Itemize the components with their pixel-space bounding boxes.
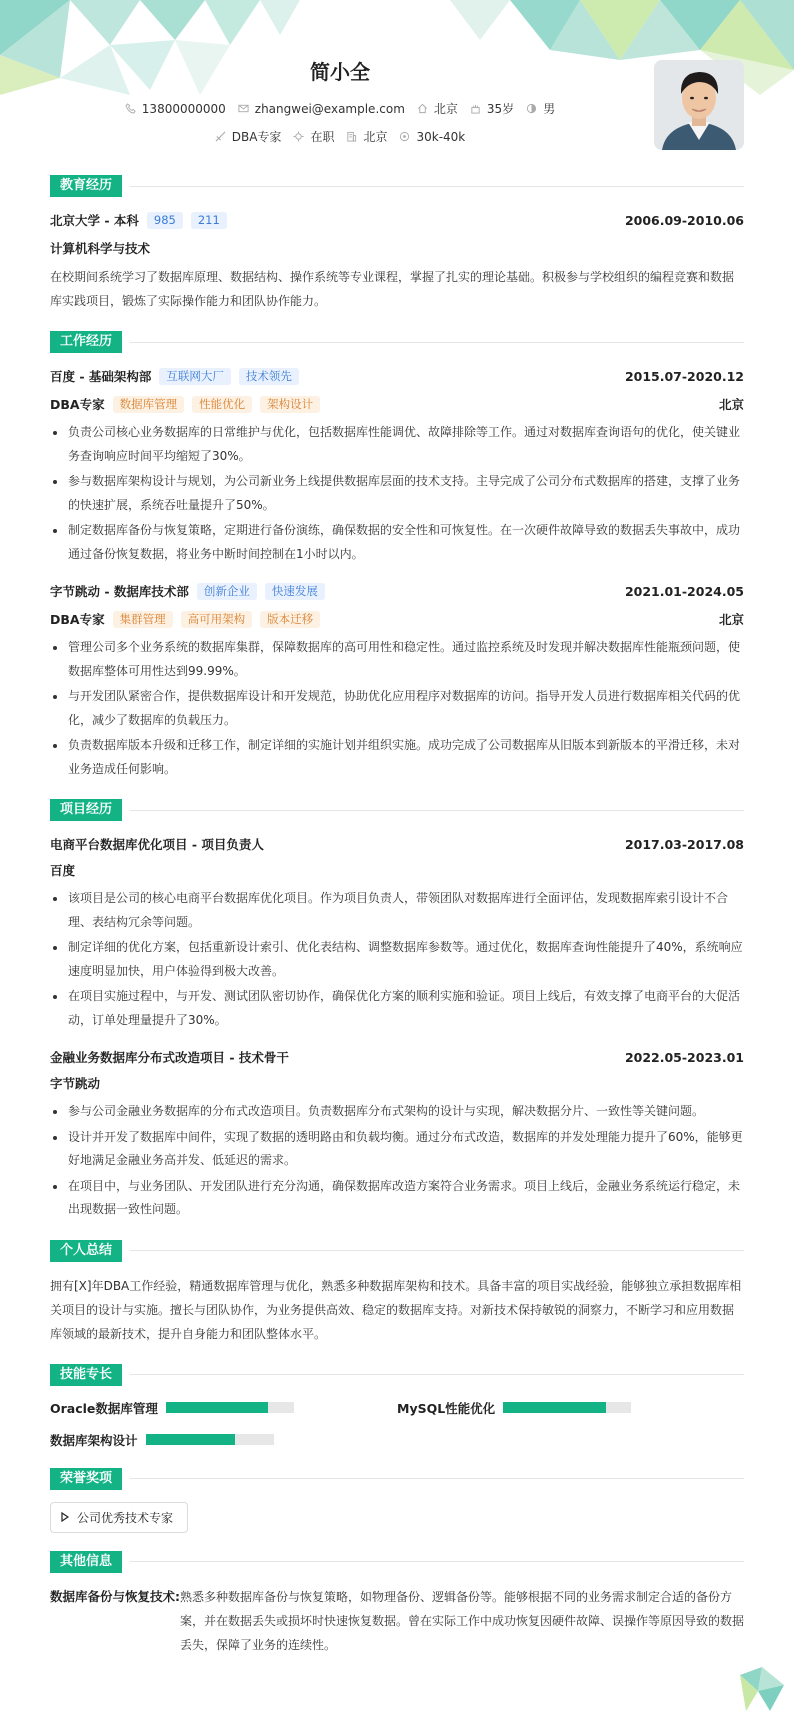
skill-bar (146, 1434, 274, 1445)
work-city: 北京 (718, 612, 744, 627)
skill-fill (503, 1402, 605, 1413)
award-name: 公司优秀技术专家 (77, 1510, 174, 1525)
skill-item (50, 1430, 397, 1450)
section-divider (130, 1374, 744, 1375)
section-title: 工作经历 (50, 331, 122, 353)
company-tag: 技术领先 (239, 368, 299, 385)
awards-section (50, 1468, 744, 1533)
company-name: 百度 - 基础架构部 (50, 369, 152, 384)
status-icon (293, 131, 304, 142)
candidate-name: 简小全 (310, 60, 370, 84)
avatar-photo (654, 60, 744, 150)
resume-header (0, 0, 794, 162)
email-text: zhangwei@example.com (254, 101, 405, 116)
work-entry (50, 365, 744, 566)
other-text: 熟悉多种数据库备份与恢复策略，如物理备份、逻辑备份等。能够根据不同的业务需求制定合适的备份方案，并在数据丢失或损坏时快速恢复数据。曾在实际工作中成功恢复因硬件故障、误操作等原因导致的数据丢失，保障了业务的连续性。 (180, 1589, 745, 1652)
section-header (50, 1468, 744, 1490)
education-row (50, 209, 744, 231)
section-divider (130, 342, 744, 343)
section-title: 荣誉奖项 (50, 1468, 122, 1490)
education-description: 在校期间系统学习了数据库原理、数据结构、操作系统等专业课程，掌握了扎实的理论基础。积极参与学校组织的编程竞赛和数据库实践项目，锻炼了实际操作能力和团队协作能力。 (50, 270, 735, 308)
job-text: DBA专家 (231, 130, 282, 144)
section-header (50, 1551, 744, 1573)
role-tag: 高可用架构 (181, 611, 253, 628)
skill-fill (166, 1402, 268, 1413)
section-header (50, 799, 744, 821)
phone-text: 13800000000 (141, 101, 226, 116)
work-date: 2015.07-2020.12 (624, 368, 744, 384)
bullet-item: 负责公司核心业务数据库的日常维护与优化，包括数据库性能调优、故障排除等工作。通过对数据库查询语句的优化，使关键业务查询响应时间平均缩短了30%。 (50, 421, 744, 468)
bullet-item: 与开发团队紧密合作，提供数据库设计和开发规范，协助优化应用程序对数据库的访问。指导开发人员进行数据库相关代码的优化，减少了数据库的负载压力。 (50, 685, 744, 732)
bullet-item: 制定详细的优化方案，包括重新设计索引、优化表结构、调整数据库参数等。通过优化，数据库查询性能提升了40%，系统响应速度明显加快，用户体验得到极大改善。 (50, 936, 744, 983)
company-tag: 快速发展 (265, 583, 325, 600)
phone-icon (125, 103, 136, 114)
status-item (293, 128, 334, 145)
role-tag: 版本迁移 (260, 611, 320, 628)
role-tag: 架构设计 (260, 396, 320, 413)
email-item (238, 100, 405, 117)
age-text: 35岁 (486, 102, 515, 116)
section-divider (130, 1478, 744, 1479)
company-tag: 创新企业 (197, 583, 257, 600)
age-item (470, 100, 514, 117)
resume-content (50, 175, 744, 1675)
summary-text: 拥有[X]年DBA工作经验，精通数据库管理与优化，熟悉多种数据库架构和技术。具备丰富的项目实战经验，能够独立承担数据库相关项目的设计与实施。擅长与团队协作，为业务提供高效、稳定的数据库支持。对新技术保持敏锐的洞察力，不断学习和应用数据库领域的最新技术，提升自身能力和团队整体水平。 (50, 1278, 742, 1341)
work-city: 北京 (718, 397, 744, 412)
section-divider (130, 1561, 744, 1562)
summary-section (50, 1240, 744, 1346)
location-item (417, 100, 458, 117)
bullet-item: 参与公司金融业务数据库的分布式改造项目。负责数据库分布式架构的设计与实现，解决数据分片、一致性等关键问题。 (50, 1100, 744, 1124)
section-header (50, 1240, 744, 1262)
project-bullets (50, 887, 744, 1032)
gender-icon (526, 103, 537, 114)
section-title: 技能专长 (50, 1364, 122, 1386)
job-item (215, 128, 282, 145)
work-bullets (50, 636, 744, 781)
other-section (50, 1551, 744, 1657)
section-header (50, 175, 744, 197)
bullet-item: 负责数据库版本升级和迁移工作，制定详细的实施计划并组织实施。成功完成了公司数据库从旧版本到新版本的平滑迁移，未对业务造成任何影响。 (50, 734, 744, 781)
intent-row (0, 128, 680, 145)
award-item (50, 1502, 188, 1533)
major: 计算机科学与技术 (50, 241, 151, 256)
other-item (50, 1585, 744, 1657)
role-tag: 数据库管理 (113, 396, 185, 413)
gender-text: 男 (543, 102, 556, 116)
skill-item (50, 1398, 397, 1418)
building-icon (346, 131, 357, 142)
salary-icon (399, 131, 410, 142)
contact-row (0, 100, 680, 117)
education-date: 2006.09-2010.06 (624, 212, 744, 228)
home-icon (417, 103, 428, 114)
bullet-item: 参与数据库架构设计与规划，为公司新业务上线提供数据库层面的技术支持。主导完成了公司分布式数据库的搭建，支撑了业务的快速扩展，系统吞吐量提升了50%。 (50, 470, 744, 517)
skill-fill (146, 1434, 236, 1445)
project-date: 2022.05-2023.01 (624, 1049, 744, 1065)
skill-item (397, 1398, 744, 1418)
other-label: 数据库备份与恢复技术: (50, 1588, 180, 1604)
bullet-item: 该项目是公司的核心电商平台数据库优化项目。作为项目负责人，带领团队对数据库进行全面评估，发现数据库索引设计不合理、表结构冗余等问题。 (50, 887, 744, 934)
project-entry (50, 1046, 744, 1222)
work-bullets (50, 421, 744, 566)
school-name: 北京大学 - 本科 (50, 213, 139, 228)
job-role: DBA专家 (50, 397, 105, 412)
project-title: 电商平台数据库优化项目 - 项目负责人 (50, 837, 264, 852)
skill-list (50, 1398, 744, 1450)
section-header (50, 1364, 744, 1386)
section-title: 其他信息 (50, 1551, 122, 1573)
bullet-item: 设计并开发了数据库中间件，实现了数据的透明路由和负载均衡。通过分布式改造，数据库的并发处理能力提升了60%，能够更好地满足金融业务高并发、低延迟的需求。 (50, 1126, 744, 1173)
work-section (50, 331, 744, 781)
triangle-right-icon (61, 1512, 69, 1522)
skills-section (50, 1364, 744, 1450)
bullet-item: 制定数据库备份与恢复策略，定期进行备份演练，确保数据的安全性和可恢复性。在一次硬件故障导致的数据丢失事故中，成功通过备份恢复数据，将业务中断时间控制在1小时以内。 (50, 519, 744, 566)
city-item (346, 128, 387, 145)
skill-bar (503, 1402, 631, 1413)
mail-icon (238, 103, 249, 114)
skill-name: MySQL性能优化 (397, 1400, 496, 1416)
city-text: 北京 (363, 130, 388, 144)
company-tag: 互联网大厂 (159, 368, 231, 385)
project-title: 金融业务数据库分布式改造项目 - 技术骨干 (50, 1050, 289, 1065)
section-divider (130, 810, 744, 811)
school-tag: 985 (147, 212, 183, 229)
work-entry (50, 580, 744, 781)
work-date: 2021.01-2024.05 (624, 583, 744, 599)
job-role: DBA专家 (50, 612, 105, 627)
project-date: 2017.03-2017.08 (624, 836, 744, 852)
age-icon (470, 103, 481, 114)
avatar (654, 60, 744, 150)
phone-item (125, 100, 226, 117)
bullet-item: 在项目中，与业务团队、开发团队进行充分沟通，确保数据库改造方案符合业务需求。项目上线后，金融业务系统运行稳定，未出现数据一致性问题。 (50, 1175, 744, 1222)
skill-name: 数据库架构设计 (50, 1432, 138, 1448)
role-tag: 性能优化 (192, 396, 252, 413)
project-entry (50, 833, 744, 1032)
salary-item (399, 128, 465, 145)
location-text: 北京 (433, 102, 458, 116)
project-org: 字节跳动 (50, 1076, 101, 1091)
bullet-item: 在项目实施过程中，与开发、测试团队密切协作，确保优化方案的顺利实施和验证。项目上线后，有效支撑了电商平台的大促活动，订单处理量提升了30%。 (50, 985, 744, 1032)
company-name: 字节跳动 - 数据库技术部 (50, 584, 189, 599)
project-section (50, 799, 744, 1222)
section-header (50, 331, 744, 353)
section-title: 项目经历 (50, 799, 122, 821)
section-title: 个人总结 (50, 1240, 122, 1262)
salary-text: 30k-40k (416, 129, 466, 144)
project-org: 百度 (50, 863, 76, 878)
job-icon (215, 131, 226, 142)
section-title: 教育经历 (50, 175, 122, 197)
role-tag: 集群管理 (113, 611, 173, 628)
corner-decoration (740, 1667, 784, 1711)
gender-item (526, 100, 555, 117)
section-divider (130, 186, 744, 187)
education-section (50, 175, 744, 313)
skill-name: Oracle数据库管理 (50, 1400, 158, 1416)
section-divider (130, 1250, 744, 1251)
school-tag: 211 (191, 212, 227, 229)
project-bullets (50, 1100, 744, 1222)
skill-bar (166, 1402, 294, 1413)
status-text: 在职 (310, 130, 335, 144)
bullet-item: 管理公司多个业务系统的数据库集群，保障数据库的高可用性和稳定性。通过监控系统及时发现并解决数据库性能瓶颈问题，使数据库整体可用性达到99.99%。 (50, 636, 744, 683)
